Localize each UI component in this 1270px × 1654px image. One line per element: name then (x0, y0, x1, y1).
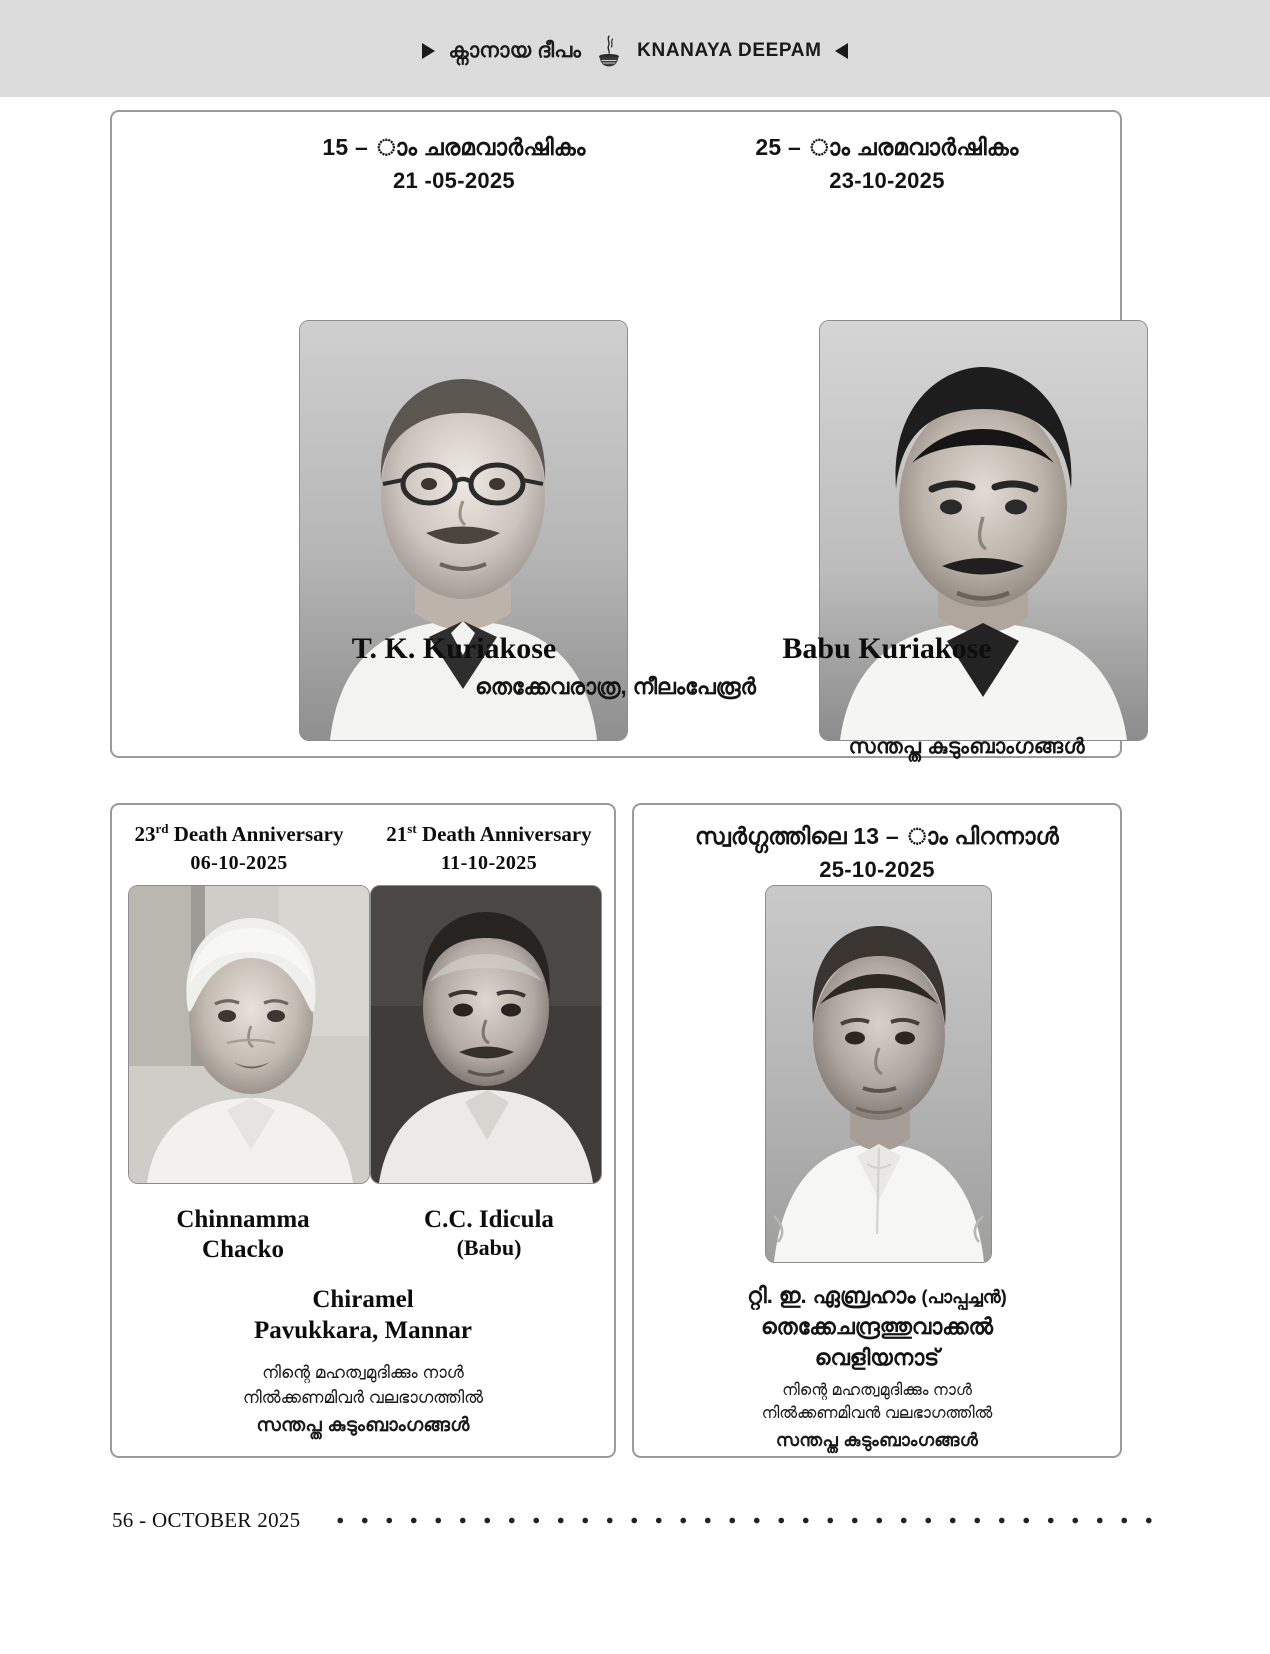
oil-lamp-icon (594, 34, 624, 68)
family-house-name: Chiramel (312, 1286, 414, 1313)
page-masthead (0, 0, 1270, 97)
name-line-2: Chacko (202, 1235, 284, 1263)
family-place: Pavukkara, Mannar (253, 1316, 473, 1344)
heading-rest-2: Death Anniversary (421, 822, 592, 846)
family-house-name-block (112, 1285, 614, 1346)
triangle-right-icon (422, 43, 435, 59)
death-anniversary-date-1: 06-10-2025 (190, 852, 288, 874)
deceased-name-babu-kuriakose: Babu Kuriakose (782, 632, 992, 665)
deceased-nickname: (പാപ്പച്ചൻ) (921, 1287, 1007, 1307)
signoff-bottom-right: സന്തപ്ത കുടുംബാംഗങ്ങൾ (775, 1430, 979, 1451)
portrait-photo-cc-idicula (370, 885, 602, 1184)
deceased-name-chinnamma-chacko (118, 1205, 368, 1264)
signoff-top: സന്തപ്ത കുടുംബാംഗങ്ങൾ (848, 735, 1085, 758)
heading-rest-1: Death Anniversary (173, 822, 344, 846)
ordinal-number-1: 23 (134, 822, 156, 846)
anniversary-date-left: 21 -05-2025 (393, 168, 515, 193)
verse-line-1: നിന്റെ മഹത്വമുദിക്കും നാൾ (782, 1382, 972, 1399)
bl-heading-block-2 (364, 821, 614, 875)
br-heading-block (634, 823, 1120, 883)
verse-line-2: നിൽക്കണമിവർ വലഭാഗത്തിൽ (242, 1387, 484, 1407)
memorial-card-top (110, 110, 1122, 758)
triangle-left-icon (835, 43, 848, 59)
address-line-2: വെളിയനാട് (814, 1345, 940, 1371)
page-footer (0, 1490, 1270, 1550)
deceased-name-cc-idicula (364, 1205, 614, 1260)
death-anniversary-heading-1 (114, 821, 364, 847)
death-anniversary-heading-2 (364, 821, 614, 847)
heavenly-birthday-heading: സ്വർഗ്ഗത്തിലെ 13 – ാം പിറന്നാൾ (695, 823, 1059, 849)
deceased-name-line (634, 1280, 1120, 1311)
anniversary-date-right: 23-10-2025 (829, 168, 945, 193)
top-right-heading-block (667, 134, 1107, 194)
footer-dotted-rule (328, 1517, 1160, 1524)
masthead-content (422, 34, 847, 68)
memorial-card-bottom-right (632, 803, 1122, 1458)
ordinal-suffix-1: rd (155, 821, 169, 836)
top-left-heading-block (234, 134, 674, 194)
anniversary-heading-left: 15 – ാം ചരമവാർഷികം (322, 134, 586, 160)
masthead-title-malayalam: ക്നാനായ ദീപം (448, 38, 582, 62)
memorial-verse-bottom-right (634, 1379, 1120, 1453)
deceased-name-tk-kuriakose: T. K. Kuriakose (351, 632, 557, 665)
family-place-top: തെക്കേവരാത്ര, നീലംപേരൂർ (475, 674, 756, 699)
name-line-1: C.C. Idicula (424, 1206, 554, 1233)
masthead-title-english: KNANAYA DEEPAM (637, 39, 822, 61)
name-line-1: Chinnamma (176, 1206, 310, 1233)
page-number-and-issue: 56 - OCTOBER 2025 (112, 1507, 301, 1532)
deceased-name-te-abraham-block (634, 1280, 1120, 1374)
anniversary-heading-right: 25 – ാം ചരമവാർഷികം (755, 134, 1019, 160)
address-line-1: തെക്കേചന്ദ്രത്തുവാക്കൽ (760, 1314, 994, 1340)
signoff-bottom-left: സന്തപ്ത കുടുംബാംഗങ്ങൾ (256, 1415, 470, 1437)
ordinal-number-2: 21 (386, 822, 408, 846)
memorial-verse-bottom-left (112, 1361, 614, 1440)
verse-line-2: നിൽക്കണമിവൻ വലഭാഗത്തിൽ (761, 1405, 993, 1423)
death-anniversary-date-2: 11-10-2025 (440, 852, 538, 874)
ordinal-suffix-2: st (407, 821, 417, 836)
deceased-name-te-abraham: റ്റി. ഇ. ഏബ്രഹാം (747, 1283, 922, 1308)
portrait-photo-chinnamma-chacko (128, 885, 370, 1184)
bl-heading-block-1 (114, 821, 364, 875)
heavenly-birthday-date: 25-10-2025 (819, 857, 935, 882)
verse-line-1: നിന്റെ മഹത്വമുദിക്കും നാൾ (262, 1363, 464, 1382)
portrait-photo-te-abraham (765, 885, 992, 1263)
name-line-2: (Babu) (456, 1234, 522, 1260)
memorial-card-bottom-left (110, 803, 616, 1458)
